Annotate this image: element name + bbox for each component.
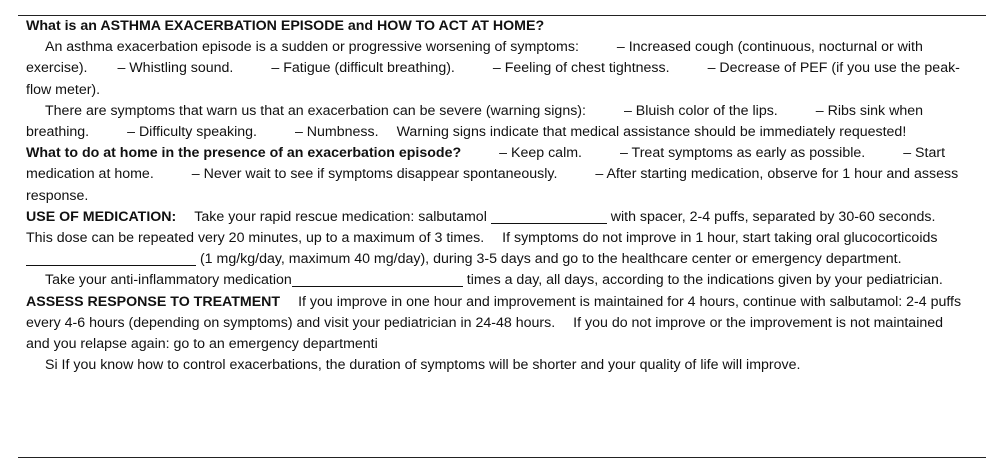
- symptom-item: – Whistling sound.: [117, 60, 234, 77]
- anti-text-post: times a day, all days, according to the indications given by your pediatrician.: [466, 272, 943, 289]
- medication-paragraph: [26, 207, 962, 271]
- home-step: – Keep calm.: [499, 145, 582, 162]
- salbutamol-blank: [491, 209, 607, 224]
- home-step: – Never wait to see if symptoms disappear spontaneously.: [191, 166, 558, 183]
- warning-sign: – Bluish color of the lips.: [623, 102, 778, 119]
- assess-paragraph: [26, 292, 962, 356]
- home-heading: What to do at home in the presence of an exacerbation episode?: [26, 145, 462, 162]
- warning-sign: – Ribs sink when breathing.: [26, 102, 923, 141]
- warning-sign: – Difficulty speaking.: [127, 124, 257, 141]
- assess-improve-text: If you improve in one hour and improvement is maintained for 4 hours, continue with salbutamol: 2-4 puffs every 4-6 hours (depending on symptoms) and visit your pediatrician in 24-48 hours.: [26, 293, 962, 331]
- anti-text-pre: Take your anti-inflammatory medication: [45, 272, 292, 289]
- closing-paragraph: Si If you know how to control exacerbations, the duration of symptoms will be shorter and your quality of life will improve.: [45, 357, 801, 374]
- assess-no-improve-text: If you do not improve or the improvement is not maintained and you relapse again: go to an emergency departmenti: [26, 314, 944, 353]
- symptom-item: – Decrease of PEF (if you use the peak-flow meter).: [26, 60, 960, 98]
- intro-paragraph: [26, 37, 962, 101]
- rescue-text-pre: Take your rapid rescue medication: salbutamol: [194, 208, 487, 225]
- bottom-rule: [18, 457, 986, 458]
- warning-paragraph: [26, 101, 962, 143]
- symptom-item: – Feeling of chest tightness.: [492, 60, 670, 77]
- home-paragraph: [26, 143, 962, 207]
- home-step: – After starting medication, observe for 1 hour and assess response.: [26, 166, 959, 204]
- rescue-text-post: with spacer, 2-4 puffs, separated by 30-60 seconds. This dose can be repeated very 20 minutes, up to a maximum of 3 times.: [26, 208, 936, 247]
- anti-inflammatory-blank: [292, 272, 463, 287]
- symptom-item: – Increased cough (continuous, nocturnal or with exercise).: [26, 39, 923, 77]
- assess-heading: ASSESS RESPONSE TO TREATMENT: [26, 293, 281, 310]
- symptom-item: – Fatigue (difficult breathing).: [271, 60, 455, 77]
- medication-heading: USE OF MEDICATION:: [26, 208, 177, 225]
- home-step: – Start medication at home.: [26, 145, 946, 183]
- oral-text-post: (1 mg/kg/day, maximum 40 mg/day), during 3-5 days and go to the healthcare center or emergency department.: [199, 251, 902, 268]
- asthma-info-box: [26, 16, 962, 376]
- intro-text: An asthma exacerbation episode is a sudden or progressive worsening of symptoms:: [45, 39, 579, 56]
- glucocorticoid-blank: [26, 251, 196, 266]
- oral-text-pre: If symptoms do not improve in 1 hour, start taking oral glucocorticoids: [502, 230, 938, 247]
- page-title: What is an ASTHMA EXACERBATION EPISODE and HOW TO ACT AT HOME?: [26, 18, 545, 34]
- warning-sign: – Numbness.: [294, 124, 379, 141]
- home-step: – Treat symptoms as early as possible.: [619, 145, 866, 162]
- warning-note: Warning signs indicate that medical assistance should be immediately requested!: [396, 124, 907, 141]
- anti-inflammatory-paragraph: [26, 270, 962, 291]
- warning-text: There are symptoms that warn us that an exacerbation can be severe (warning signs):: [45, 102, 586, 119]
